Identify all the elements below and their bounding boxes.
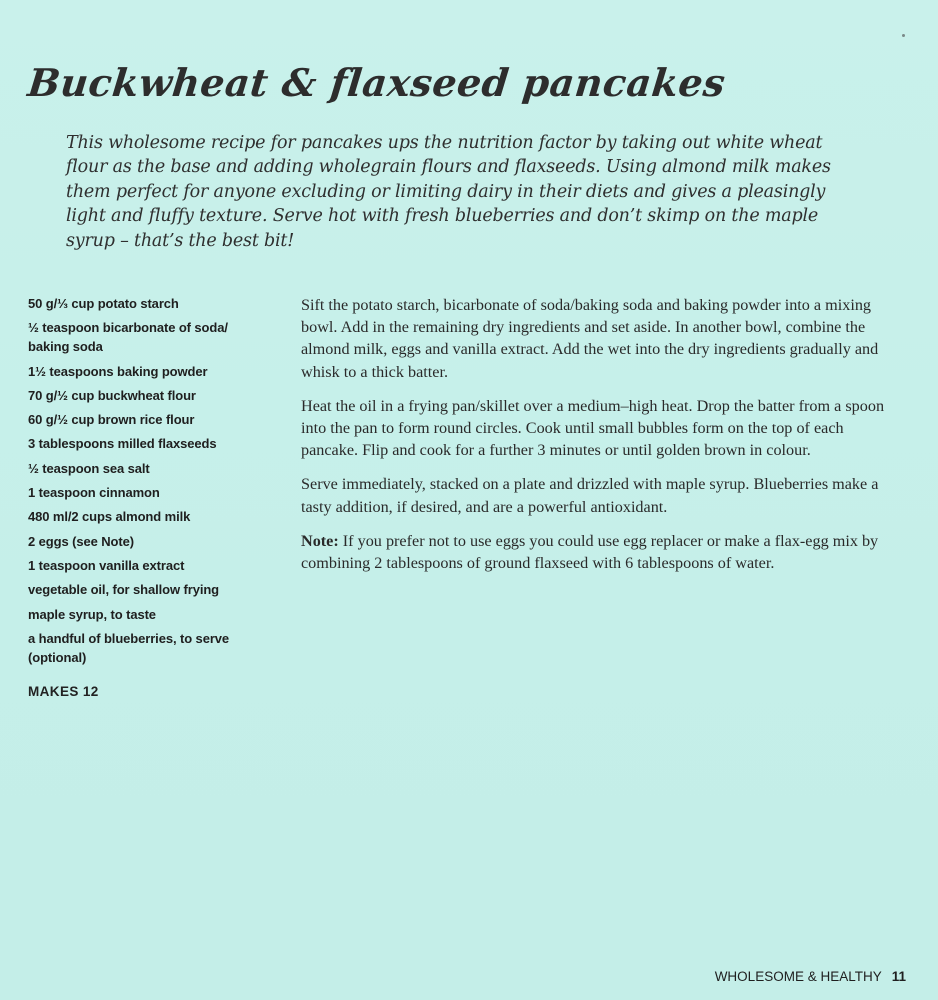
- method-step: Serve immediately, stacked on a plate and drizzled with maple syrup. Blueberries make a tasty addition, if desired, and are a powerful antioxidant.: [301, 475, 879, 516]
- ingredient-item: 70 g/½ cup buckwheat flour: [28, 387, 196, 403]
- ingredient-item: ½ teaspoon bicarbonate of soda/ baking soda: [28, 320, 228, 355]
- ingredients-list: [28, 294, 268, 672]
- method-step: Heat the oil in a frying pan/skillet over a medium–high heat. Drop the batter from a spoon into the pan to form round circles. Cook until small bubbles form on the top of each pancake. Flip and cook for a further 3 minutes or until golden brown in colour.: [301, 396, 885, 460]
- ingredient-item: vegetable oil, for shallow frying: [28, 582, 220, 598]
- method-section: [301, 294, 901, 586]
- ingredient-item: maple syrup, to taste: [28, 606, 156, 622]
- ingredient-item: a handful of blueberries, to serve (optional): [28, 630, 230, 665]
- ingredient-item: 1 teaspoon cinnamon: [28, 485, 160, 501]
- page-footer: [715, 969, 906, 984]
- ingredient-item: 1 teaspoon vanilla extract: [28, 557, 185, 573]
- ingredient-item: 480 ml/2 cups almond milk: [28, 509, 191, 525]
- ingredient-item: ½ teaspoon sea salt: [28, 460, 150, 476]
- ingredient-item: 50 g/⅓ cup potato starch: [28, 296, 179, 311]
- note-label: Note:: [301, 531, 339, 550]
- ingredient-item: 3 tablespoons milled flaxseeds: [28, 436, 217, 452]
- recipe-note: [301, 530, 901, 574]
- method-step: Sift the potato starch, bicarbonate of soda/baking soda and baking powder into a mixing bowl. Add in the remaining dry ingredients and set aside. In another bowl, combine the almond milk, eggs and vanilla extract. Add the wet into the dry ingredients gradually and whisk to a thick batter.: [301, 296, 879, 381]
- recipe-title: Buckwheat & flaxseed pancakes: [25, 60, 728, 105]
- ingredient-item: 1½ teaspoons baking powder: [28, 363, 208, 379]
- note-text: If you prefer not to use eggs you could use egg replacer or make a flax-egg mix by combining 2 tablespoons of ground flaxseed with 6 tablespoons of water.: [301, 531, 879, 573]
- yield-label: MAKES 12: [28, 684, 99, 699]
- section-name: WHOLESOME & HEALTHY: [714, 969, 882, 984]
- ingredient-item: 60 g/½ cup brown rice flour: [28, 412, 195, 428]
- print-speck: [902, 34, 905, 37]
- recipe-intro: This wholesome recipe for pancakes ups the nutrition factor by taking out white wheat flour as the base and adding wholegrain flours and flaxseeds. Using almond milk makes them perfect for anyone excluding or limiting dairy in their diets and gives a pleasingly light and fluffy texture. Serve hot with fresh blueberries and don’t skimp on the maple syrup – that’s the best bit!: [66, 133, 831, 251]
- page-number: 11: [891, 969, 906, 984]
- ingredient-item: 2 eggs (see Note): [28, 533, 134, 549]
